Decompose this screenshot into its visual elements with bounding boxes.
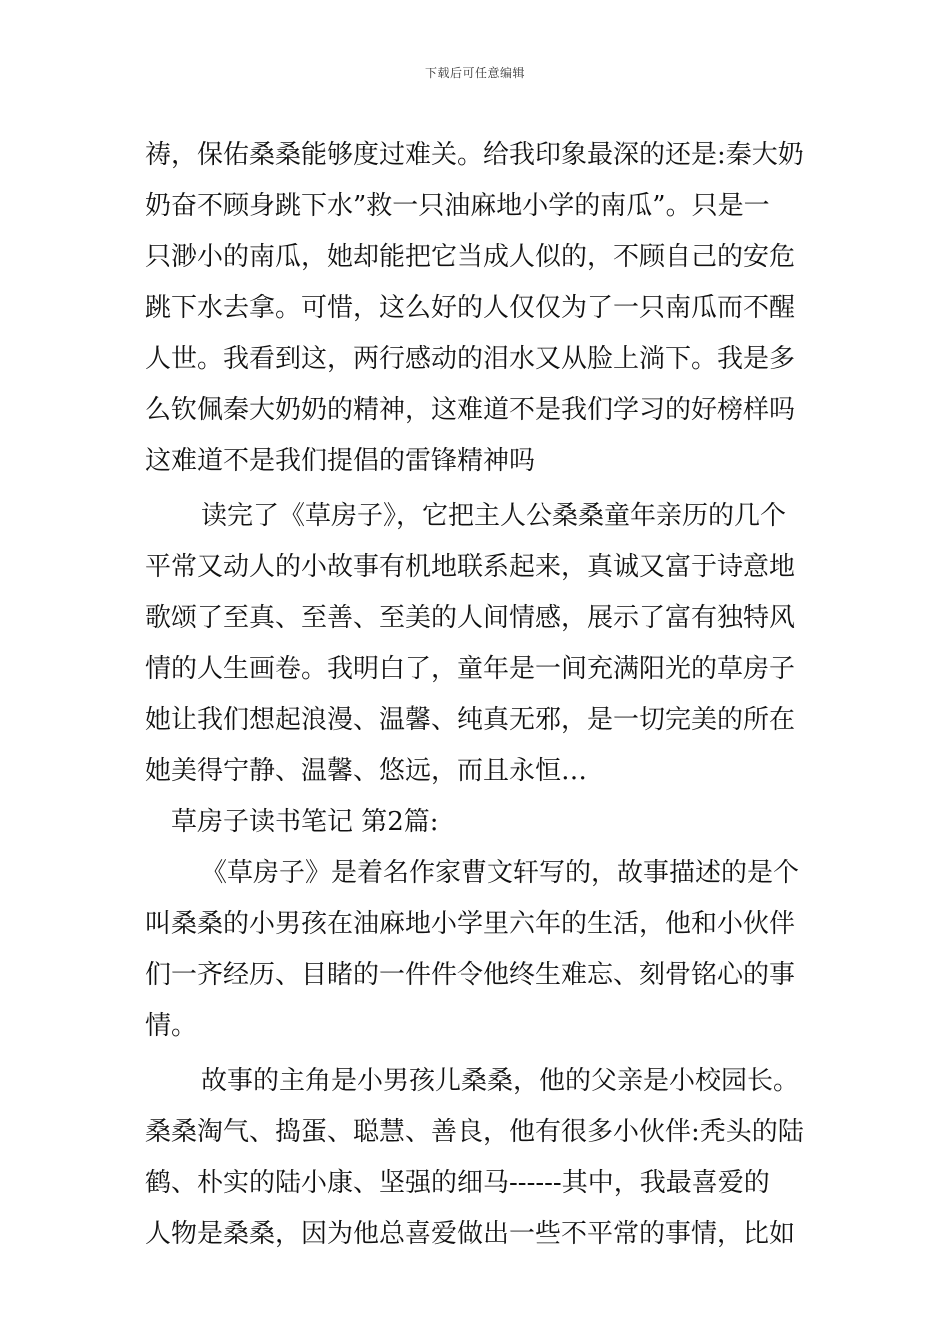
text-line: 人世。我看到这，两行感动的泪水又从脸上淌下。我是多 <box>145 344 796 374</box>
text-line: 情的人生画卷。我明白了，童年是一间充满阳光的草房子 <box>145 654 796 684</box>
text-line: 平常又动人的小故事有机地联系起来，真诚又富于诗意地 <box>145 552 796 582</box>
text-line: 她美得宁静、温馨、悠远，而且永恒… <box>145 756 588 786</box>
text-line: 么钦佩秦大奶奶的精神，这难道不是我们学习的好榜样吗 <box>145 395 796 425</box>
text-line: 们一齐经历、目睹的一件件令他终生难忘、刻骨铭心的事 <box>145 960 796 990</box>
text-line: 鹤、朴实的陆小康、坚强的细马------其中，我最喜爱的 <box>145 1168 770 1198</box>
text-line: 奶奋不顾身跳下水”救一只油麻地小学的南瓜”。只是一 <box>145 191 770 221</box>
page-header-note: 下载后可任意编辑 <box>424 66 525 80</box>
document-body <box>145 130 810 1260</box>
paragraph-start-line: 读完了《草房子》，它把主人公桑桑童年亲历的几个 <box>201 501 787 531</box>
text-line: 只渺小的南瓜，她却能把它当成人似的，不顾自己的安危 <box>145 242 796 272</box>
text-line: 人物是桑桑，因为他总喜爱做出一些不平常的事情，比如 <box>145 1219 796 1249</box>
text-line: 叫桑桑的小男孩在油麻地小学里六年的生活，他和小伙伴 <box>145 909 796 939</box>
text-line: 她让我们想起浪漫、温馨、纯真无邪，是一切完美的所在 <box>145 705 796 735</box>
text-line: 这难道不是我们提倡的雷锋精神吗 <box>145 446 536 476</box>
paragraph-start-line: 《草房子》是着名作家曹文轩写的，故事描述的是个 <box>201 858 800 888</box>
text-line: 跳下水去拿。可惜，这么好的人仅仅为了一只南瓜而不醒 <box>145 293 796 323</box>
paragraph-start-line: 故事的主角是小男孩儿桑桑，他的父亲是小校园长。 <box>201 1066 800 1096</box>
text-line: 歌颂了至真、至善、至美的人间情感，展示了富有独特风 <box>145 603 796 633</box>
text-line: 情。 <box>145 1011 198 1041</box>
text-line: 桑桑淘气、捣蛋、聪慧、善良，他有很多小伙伴:秃头的陆 <box>145 1117 804 1147</box>
section-title: 草房子读书笔记 第2篇: <box>171 807 439 837</box>
text-line: 祷，保佑桑桑能够度过难关。给我印象最深的还是:秦大奶 <box>145 140 804 170</box>
